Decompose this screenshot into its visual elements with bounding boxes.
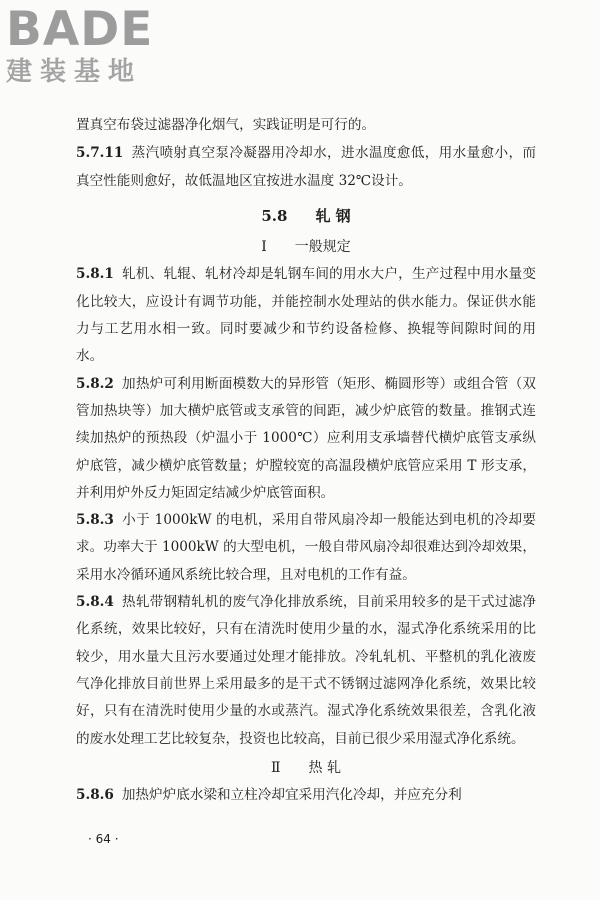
clause-number: 5.8.4 [76,594,114,611]
paragraph-continuation: 置真空布袋过滤器净化烟气，实践证明是可行的。 [76,117,376,133]
section-number: 5.8 [261,206,288,225]
clause-text: 小于 1000kW 的电机，采用自带风扇冷却一般能达到电机的冷却要求。功率大于 1000kW 的大型电机，一般自带风扇冷却很难达到冷却效果，采用水冷循环通风系统比较合理，且对电机的工作有益。 [76,512,536,583]
clause-text: 轧机、轧辊、轧材冷却是轧钢车间的用水大户，生产过程中用水量变化比较大，应设计有调节功能，并能控制水处理站的供水能力。保证供水能力与工艺用水相一致。同时要减少和节约设备检修、换辊等间隙时间的用水。 [76,266,536,365]
clause-number: 5.8.3 [76,512,114,529]
subsection-title-1 [76,234,536,261]
clause-5-8-4 [76,589,536,753]
clause-text: 加热炉可利用断面模数大的异形管（矩形、椭圆形等）或组合管（双管加热块等）加大横炉底管或支承管的间距，减少炉底管的数量。推钢式连续加热炉的预热段（炉温小于 1000℃）应利用支承墙替代横炉底管支承纵炉底管，减少横炉底管数量；炉膛较宽的高温段横炉底管应采用 T 形支承，并利用炉外反力矩固定结减少炉底管面积。 [76,375,536,501]
clause-number: 5.8.1 [76,266,114,283]
document-body [76,112,536,809]
clause-number: 5.7.11 [76,145,124,162]
section-title [76,203,536,230]
clause-5-7-11 [76,140,536,195]
section-name: 轧 钢 [315,206,351,225]
subsection-roman: Ⅰ [261,239,267,256]
subsection-title-2 [76,755,536,782]
logo-mark: BADE [6,2,154,57]
clause-5-8-2 [76,371,536,507]
subsection-roman: Ⅱ [271,759,281,776]
clause-text: 加热炉炉底水梁和立柱冷却宜采用汽化冷却，并应充分利 [121,787,462,804]
clause-text: 热轧带钢精轧机的废气净化排放系统，目前采用较多的是干式过滤净化系统，效果比较好，只有在清洗时使用少量的水，湿式净化系统采用的比较少，用水量大且污水要通过处理才能排放。冷轧轧机、平整机的乳化液废气净化排放目前世界上采用最多的是干式不锈钢过滤网净化系统，效果比较好，只有在清洗时使用少量的水或蒸汽。湿式净化系统效果很差，含乳化液的废水处理工艺比较复杂，投资也比较高，目前已很少采用湿式净化系统。 [76,594,536,747]
page-number: · 64 · [88,832,119,846]
subsection-name: 热 轧 [308,759,341,776]
clause-number: 5.8.2 [76,375,114,392]
clause-5-8-6 [76,782,536,809]
logo-subtitle: 建装基地 [6,57,143,87]
clause-5-8-3 [76,507,536,589]
clause-number: 5.8.6 [76,787,114,804]
clause-text: 蒸汽喷射真空泵冷凝器用冷却水，进水温度愈低，用水量愈小，而真空性能则愈好，故低温地区宜按进水温度 32℃设计。 [76,145,536,189]
clause-5-8-1 [76,261,536,370]
logo [6,4,181,88]
subsection-name: 一般规定 [294,239,351,256]
